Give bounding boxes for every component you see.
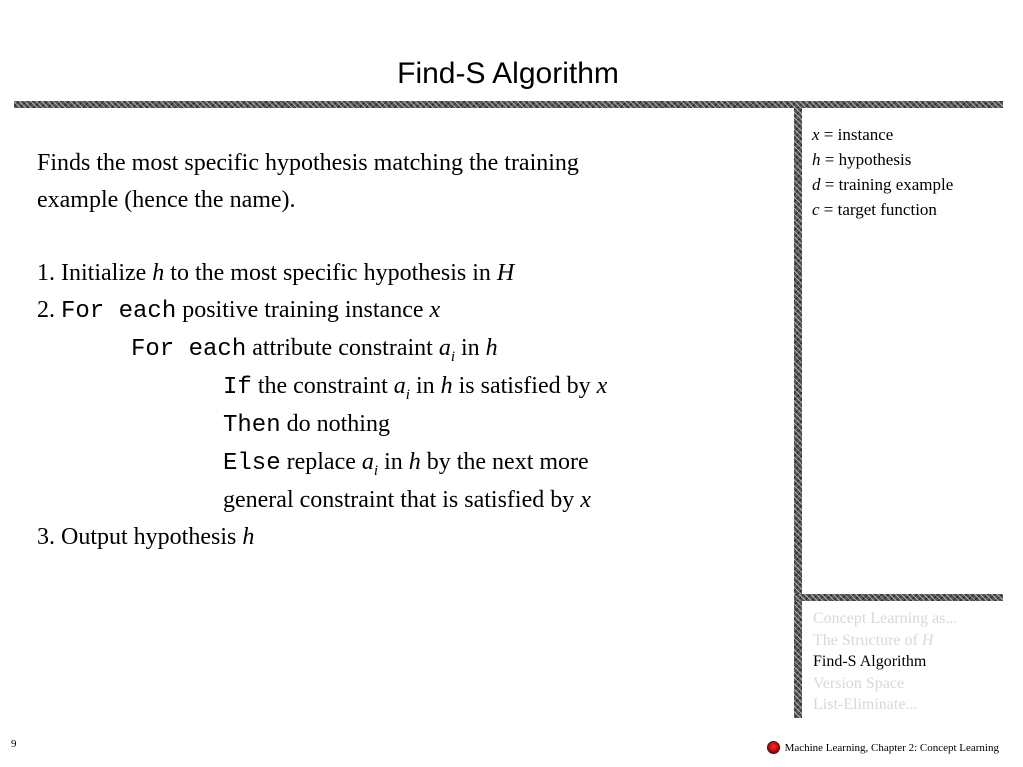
step-2-else: Else replace $a_i$ in h by the next more	[223, 449, 589, 479]
step-1: 1. Initialize h to the most specific hypothesis in H	[37, 260, 515, 286]
definition-d: d = training example	[812, 175, 954, 194]
nav-item-find-s[interactable]: Find-S Algorithm	[813, 653, 927, 670]
step-2-inner-loop: For each attribute constraint $a_i$ in h	[131, 335, 498, 365]
slide-title: Find-S Algorithm	[397, 57, 619, 90]
main-content	[37, 145, 757, 556]
step-2-if: If the constraint $a_i$ in h is satisfied by x	[223, 373, 608, 403]
nav-item-list-eliminate[interactable]: List-Eliminate...	[813, 696, 918, 713]
sidebar-section-divider	[794, 594, 1003, 601]
page-number: 9	[11, 738, 17, 750]
nav-item-structure-of-h[interactable]: The Structure of H	[813, 631, 934, 649]
intro-line-2: example (hence the name).	[37, 187, 296, 213]
logo-icon	[767, 741, 780, 754]
definition-h: h = hypothesis	[812, 150, 912, 169]
sidebar-divider	[794, 108, 802, 718]
top-divider	[14, 101, 1003, 108]
definitions-box	[812, 122, 953, 222]
footer	[767, 741, 999, 754]
nav-item-concept-learning[interactable]: Concept Learning as...	[813, 610, 958, 627]
step-2: 2. For each positive training instance x	[37, 297, 441, 325]
intro-line-1: Finds the most specific hypothesis matching the training	[37, 150, 579, 176]
step-2-else-continued: general constraint that is satisfied by x	[223, 487, 591, 513]
definition-c: c = target function	[812, 200, 937, 219]
step-3: 3. Output hypothesis h	[37, 524, 255, 550]
step-2-then: Then do nothing	[223, 411, 390, 439]
footer-text: Machine Learning, Chapter 2: Concept Learning	[784, 741, 999, 754]
section-nav	[813, 608, 957, 716]
nav-item-version-space[interactable]: Version Space	[813, 674, 905, 692]
definition-x: x = instance	[812, 125, 894, 144]
